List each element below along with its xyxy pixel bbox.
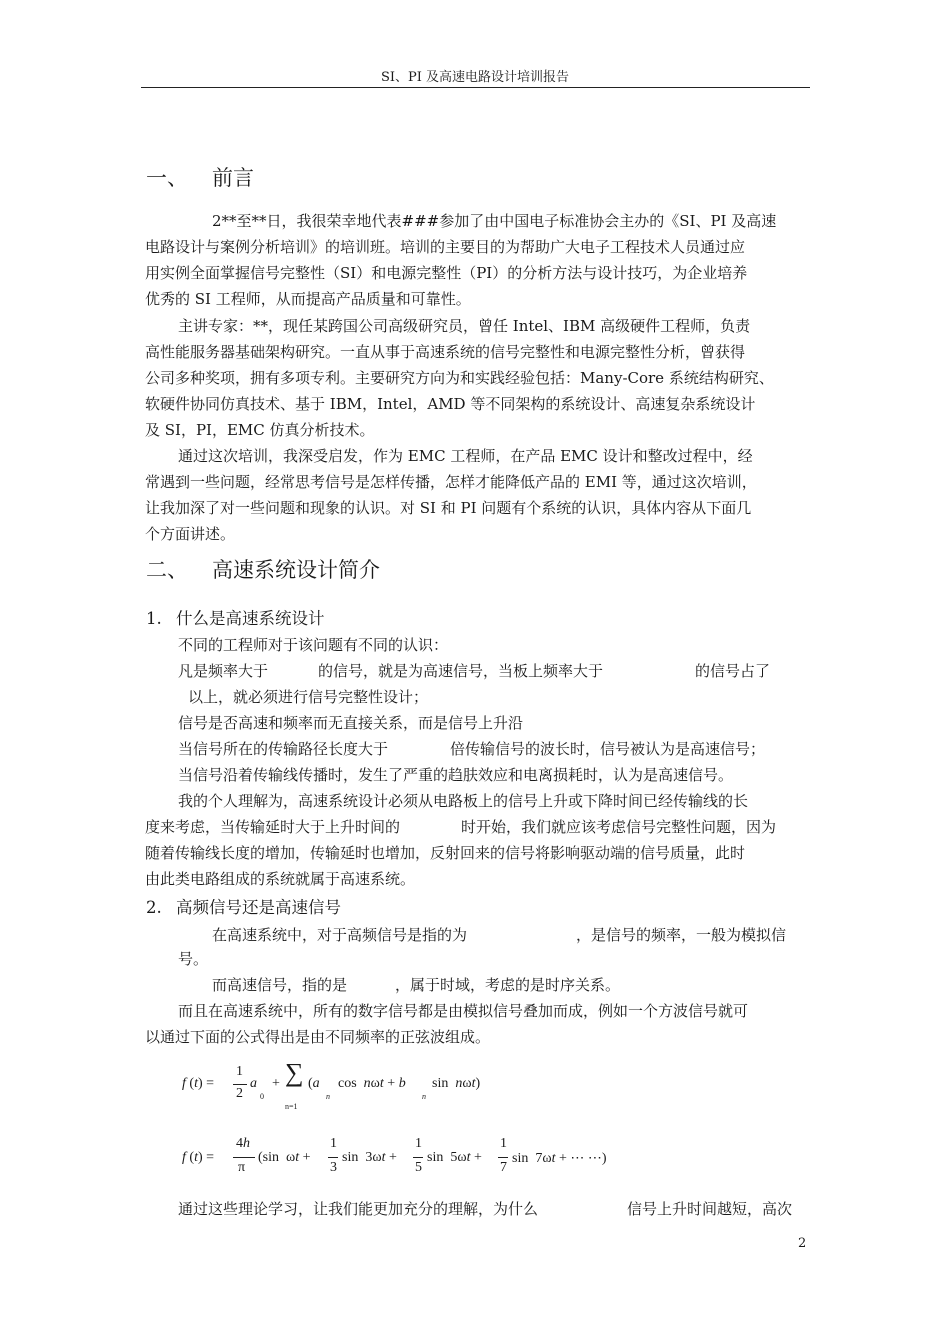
paragraph-line: 信号上升时间越短，高次 (627, 1200, 793, 1218)
paragraph-line: 及 SI，PI，EMC 仿真分析技术。 (145, 421, 375, 439)
section-heading-1 (146, 162, 254, 192)
section-heading-2 (146, 554, 380, 584)
section-title: 高速系统设计简介 (212, 558, 380, 582)
paragraph-line: 公司多种奖项，拥有多项专利。主要研究方向为和实践经验包括：Many-Core 系统结构研究、 (145, 369, 774, 387)
subsection-number: 2. (146, 898, 162, 917)
paragraph-line: 2**至**日，我很荣幸地代表###参加了由中国电子标准协会主办的《SI、PI 及高速 (212, 212, 777, 230)
paragraph-line: 而高速信号，指的是 (212, 976, 348, 994)
paragraph-line: 不同的工程师对于该问题有不同的认识： (178, 636, 449, 654)
paragraph-line: 主讲专家：**，现任某跨国公司高级研究员，曾任 Intel、IBM 高级硬件工程师，负责 (178, 317, 751, 335)
running-header: SI、PI 及高速电路设计培训报告 (380, 70, 570, 85)
paragraph-line: 而且在高速系统中，所有的数字信号都是由模拟信号叠加而成，例如一个方波信号就可 (178, 1002, 749, 1020)
paragraph-line: 的信号，就是为高速信号，当板上频率大于 (318, 662, 604, 680)
paragraph-line: 倍传输信号的波长时，信号被认为是高速信号； (450, 740, 766, 758)
section-title: 前言 (212, 166, 254, 190)
paragraph-line: 优秀的 SI 工程师，从而提高产品质量和可靠性。 (145, 290, 471, 308)
subsection-title: 什么是高速系统设计 (176, 609, 325, 628)
paragraph-line: 电路设计与案例分析培训》的培训班。培训的主要目的为帮助广大电子工程技术人员通过应 (145, 238, 746, 256)
paragraph-line: ，是信号的频率，一般为模拟信 (576, 926, 787, 944)
paragraph-line: 凡是频率大于 (178, 662, 269, 680)
page-number: 2 (798, 1236, 807, 1251)
paragraph-line: 用实例全面掌握信号完整性（SI）和电源完整性（PI）的分析方法与设计技巧，为企业培养 (145, 264, 748, 282)
paragraph-line: 通过这次培训，我深受启发，作为 EMC 工程师，在产品 EMC 设计和整改过程中，经 (178, 447, 753, 465)
paragraph-line: 以通过下面的公式得出是由不同频率的正弦波组成。 (145, 1028, 491, 1046)
paragraph-line: 号。 (178, 950, 209, 968)
paragraph-line: 的信号占了 (695, 662, 771, 680)
paragraph-line: 随着传输线长度的增加，传输延时也增加，反射回来的信号将影响驱动端的信号质量，此时 (145, 844, 746, 862)
paragraph-line: 我的个人理解为，高速系统设计必须从电路板上的信号上升或下降时间已经传输线的长 (178, 792, 749, 810)
subsection-number: 1. (146, 609, 162, 628)
paragraph-line: 软硬件协同仿真技术、基于 IBM，Intel，AMD 等不同架构的系统设计、高速复杂系统设计 (145, 395, 756, 413)
subsection-title: 高频信号还是高速信号 (176, 898, 341, 917)
square-wave-formula: f (t) = 4h π (sin ωt + 1 3 sin 3ωt + 1 5 sin 5ωt + 1 7 sin 7ωt + ⋯ ⋯) (182, 1136, 607, 1175)
fourier-series-formula: f (t) = 1 2 a 0 + ∑ n=1 (a n cos nωt + b n sin nωt) (182, 1058, 481, 1111)
section-number: 二、 (146, 558, 188, 582)
paragraph-line: 通过这些理论学习，让我们能更加充分的理解，为什么 (178, 1200, 539, 1218)
paragraph-line: 让我加深了对一些问题和现象的认识。对 SI 和 PI 问题有个系统的认识，具体内容从下面几 (145, 499, 752, 517)
paragraph-line: 当信号沿着传输线传播时，发生了严重的趋肤效应和电离损耗时，认为是高速信号。 (178, 766, 734, 784)
paragraph-line: 在高速系统中，对于高频信号是指的为 (212, 926, 468, 944)
paragraph-line: 时开始，我们就应该考虑信号完整性问题，因为 (461, 818, 777, 836)
paragraph-line: 由此类电路组成的系统就属于高速系统。 (145, 870, 416, 888)
paragraph-line: 以上，就必须进行信号完整性设计； (188, 688, 429, 706)
subsection-heading-2 (146, 894, 341, 918)
paragraph-line: 常遇到一些问题，经常思考信号是怎样传播，怎样才能降低产品的 EMI 等，通过这次培训， (145, 473, 757, 491)
header-rule (141, 87, 810, 88)
paragraph-line: 度来考虑，当传输延时大于上升时间的 (145, 818, 401, 836)
paragraph-line: ，属于时域，考虑的是时序关系。 (395, 976, 621, 994)
subsection-heading-1 (146, 605, 325, 629)
paragraph-line: 信号是否高速和频率而无直接关系，而是信号上升沿 (178, 714, 524, 732)
paragraph-line: 个方面讲述。 (145, 525, 236, 543)
paragraph-line: 高性能服务器基础架构研究。一直从事于高速系统的信号完整性和电源完整性分析，曾获得 (145, 343, 746, 361)
paragraph-line: 当信号所在的传输路径长度大于 (178, 740, 389, 758)
section-number: 一、 (146, 166, 188, 190)
